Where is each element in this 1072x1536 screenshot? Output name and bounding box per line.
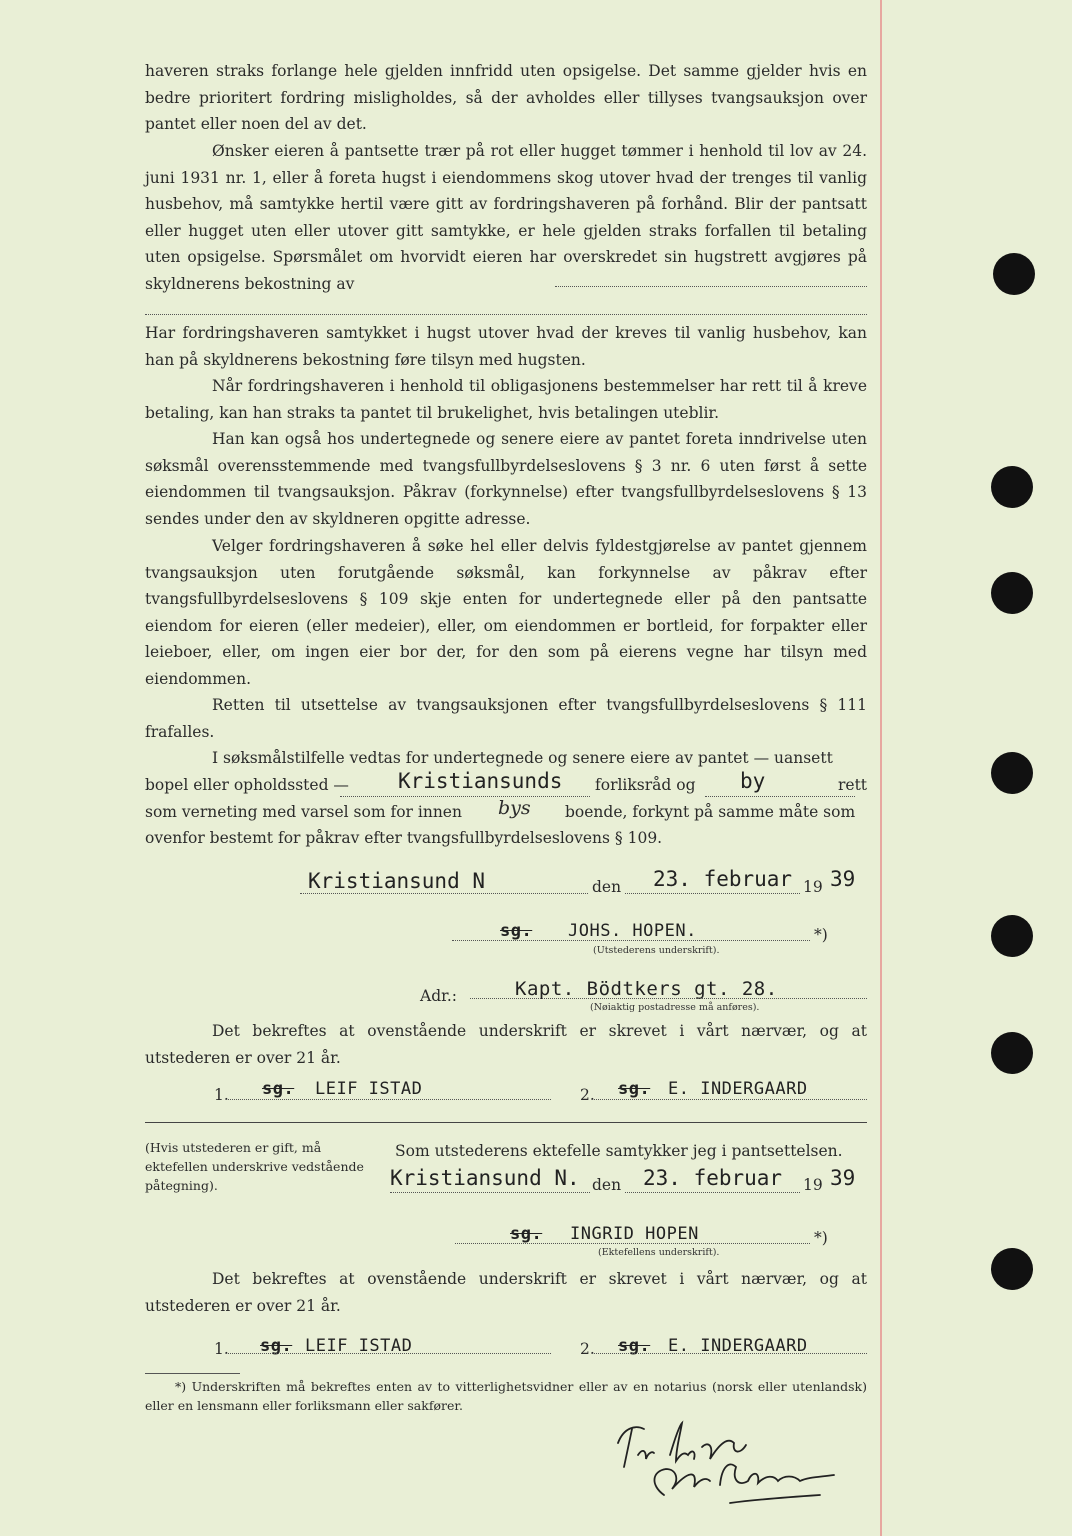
venue-line-4: ovenfor bestemt for påkrav efter tvangsfullbyrdelseslovens § 109. (145, 829, 663, 847)
venue-by: by (740, 769, 766, 793)
punch-hole (991, 572, 1033, 614)
confirmation-2: Det bekreftes at ovenstående underskrift er skrevet i vårt nærvær, og at utstederen er over 21 år. (145, 1270, 867, 1315)
venue-line-1: I søksmålstilfelle vedtas for undertegnede og senere eiere av pantet — uansett (212, 749, 833, 767)
punch-hole (991, 915, 1033, 957)
venue-line-3a: som verneting med varsel som for innen (145, 803, 462, 821)
paragraph-auction: Velger fordringshaveren å søke hel eller delvis fyldestgjørelse av pantet gjennem tvangsauksjon uten forutgående søksmål, kan forkynnelse av påkrav efter tvangsfullbyrdelseslovens § 109 skje enten for undertegnede eller på den pantsatte eiendom for eieren (eller medeier), eller, om eiendommen er bortleid, for forpakter eller leieboer, eller, om ingen eier bor der, for den som på eierens vegne har tilsyn med eiendommen. (145, 537, 867, 688)
witness-1-sg: sg. (260, 1336, 293, 1356)
punch-hole (991, 752, 1033, 794)
footnote: *) Underskriften må bekreftes enten av to vitterlighetsvidner eller av en notarius (norsk eller utenlandsk) eller en lensmann eller forliksmann eller sakfører. (145, 1379, 867, 1413)
certification-signature (610, 1415, 850, 1511)
venue-mid: forliksråd og (595, 776, 696, 794)
spouse-year: 39 (830, 1166, 856, 1190)
section-divider (145, 1122, 867, 1123)
venue-rett: rett (838, 776, 868, 794)
fill-line (555, 286, 867, 287)
punch-hole (991, 1248, 1033, 1290)
spouse-century: 19 (803, 1176, 823, 1194)
date-den: den (592, 878, 622, 896)
witness-1-name: LEIF ISTAD (315, 1079, 423, 1099)
spouse-name: INGRID HOPEN (570, 1224, 699, 1244)
address-line (470, 998, 867, 999)
fill-line (226, 1353, 551, 1354)
signer-sg: sg. (500, 921, 533, 941)
paragraph-enforcement: Han kan også hos undertegnede og senere eiere av pantet foreta inndrivelse uten søksmål overensstemmende med tvangsfullbyrdelseslovens § 3 nr. 6 uten først å sette eiendommen til tvangsauksjon. Påkrav (forkynnelse) efter tvangsfullbyrdelseslovens § 13 sendes under den av skyldneren opgitte adresse. (145, 430, 867, 528)
witness-2-name: E. INDERGAARD (668, 1079, 808, 1099)
spouse-caption: (Ektefellens underskrift). (598, 1247, 720, 1258)
spouse-place: Kristiansund N. (390, 1166, 580, 1190)
address-caption: (Nøiaktig postadresse må anføres). (590, 1002, 760, 1013)
spouse-day-month: 23. februar (643, 1166, 783, 1190)
paragraph-default: haveren straks forlange hele gjelden innfridd uten opsigelse. Det samme gjelder hvis en bedre prioritert fordring misligholdes, så der avholdes eller tillyses tvangsauksjon over pantet eller noen del av det. (145, 62, 867, 133)
venue-place: Kristiansunds (398, 769, 563, 793)
margin-rule (880, 0, 882, 1536)
date-day-month: 23. februar (653, 867, 793, 891)
date-year: 39 (830, 867, 856, 891)
fill-line (592, 1099, 867, 1100)
signer-star: *) (814, 926, 828, 944)
spouse-star: *) (814, 1229, 828, 1247)
witness-2-name: E. INDERGAARD (668, 1336, 808, 1356)
witness-1-name: LEIF ISTAD (305, 1336, 413, 1356)
paragraph-usufruct: Når fordringshaveren i henhold til obligasjonens bestemmelser har rett til å kreve betaling, kan han straks ta pantet til brukelighet, hvis betalingen uteblir. (145, 377, 867, 422)
fill-line (390, 1192, 590, 1193)
witness-1-sg: sg. (262, 1079, 295, 1099)
spouse-sg: sg. (510, 1224, 543, 1244)
fill-line (300, 893, 588, 894)
confirmation-1: Det bekreftes at ovenstående underskrift er skrevet i vårt nærvær, og at utstederen er over 21 år. (145, 1022, 867, 1067)
paragraph-timber: Ønsker eieren å pantsette trær på rot eller hugget tømmer i henhold til lov av 24. juni 1931 nr. 1, eller å foreta hugst i eiendommens skog utover hvad der trenges til vanlig husbehov, må samtykke hertil være gitt av fordringshaveren på forhånd. Blir der pantsatt eller hugget uten eller utover gitt samtykke, er hele gjelden straks forfallen til betaling uten opsigelse. Spørsmålet om hvorvidt eieren har overskredet sin hugstrett avgjøres på skyldnerens bekostning av (145, 142, 867, 293)
fill-line (145, 314, 867, 315)
venue-line-3b: boende, forkynt på samme måte som (565, 803, 856, 821)
fill-line (705, 796, 855, 797)
signature-line (455, 1243, 810, 1244)
witness-1-number: 1. (214, 1086, 229, 1104)
paragraph-supervision: Har fordringshaveren samtykket i hugst utover hvad der kreves til vanlig husbehov, kan han på skyldnerens bekostning føre tilsyn med hugsten. (145, 324, 867, 369)
witness-2-sg: sg. (618, 1336, 651, 1356)
fill-line (226, 1099, 551, 1100)
signature-line (452, 940, 810, 941)
punch-hole (991, 466, 1033, 508)
fill-line (625, 893, 800, 894)
fill-line (625, 1192, 800, 1193)
fill-line (592, 1353, 867, 1354)
venue-pre: bopel eller opholdssted — (145, 776, 349, 794)
address-value: Kapt. Bödtkers gt. 28. (515, 978, 778, 1000)
witness-1-number: 1. (214, 1340, 229, 1358)
witness-2-number: 2. (580, 1086, 595, 1104)
fill-line (340, 796, 590, 797)
witness-2-number: 2. (580, 1340, 595, 1358)
address-label: Adr.: (420, 987, 457, 1005)
date-century: 19 (803, 878, 823, 896)
spouse-consent: Som utstederens ektefelle samtykker jeg i pantsettelsen. (395, 1142, 843, 1160)
venue-byes: bys (498, 797, 531, 819)
punch-hole (993, 253, 1035, 295)
signer-caption: (Utstederens underskrift). (593, 945, 720, 956)
witness-2-sg: sg. (618, 1079, 651, 1099)
signer-name: JOHS. HOPEN. (568, 921, 697, 941)
punch-hole (991, 1032, 1033, 1074)
spouse-side-note: (Hvis utstederen er gift, må ektefellen underskrive vedstående påtegning). (145, 1140, 364, 1193)
footnote-rule (145, 1373, 240, 1374)
paragraph-postponement: Retten til utsettelse av tvangsauksjonen efter tvangsfullbyrdelseslovens § 111 frafalles. (145, 696, 867, 741)
spouse-den: den (592, 1176, 622, 1194)
date-place: Kristiansund N (308, 869, 486, 893)
